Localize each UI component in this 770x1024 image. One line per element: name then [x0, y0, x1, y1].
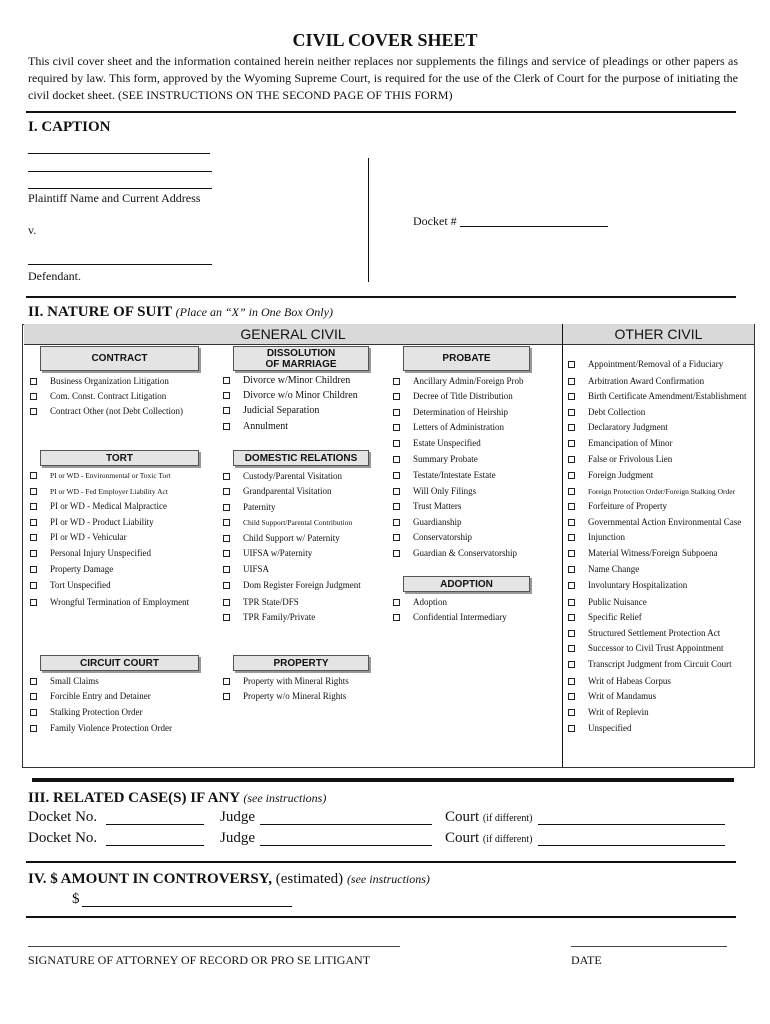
other-option-21[interactable]: Writ of Habeas Corpus [568, 676, 671, 686]
tort-option-6[interactable]: Personal Injury Unspecified [30, 548, 151, 558]
related-judge-label-2: Judge [220, 830, 255, 846]
docket-label: Docket # [413, 214, 457, 228]
checkbox-icon[interactable] [393, 534, 400, 541]
checkbox-icon[interactable] [393, 472, 400, 479]
caption-divider [368, 158, 369, 282]
checkbox-icon[interactable] [393, 440, 400, 447]
checkbox-icon[interactable] [568, 456, 575, 463]
checkbox-icon[interactable] [223, 535, 230, 542]
related-docket-label-2: Docket No. [28, 830, 98, 846]
tort-option-5[interactable]: PI or WD - Vehicular [30, 532, 127, 542]
checkbox-icon[interactable] [223, 377, 230, 384]
related-heading: III. RELATED CASE(S) IF ANY (see instructions) [28, 790, 327, 806]
other-option-6[interactable]: Emancipation of Minor [568, 438, 672, 448]
divider [32, 778, 734, 782]
checkbox-icon[interactable] [568, 378, 575, 385]
other-civil-header: OTHER CIVIL [563, 324, 754, 345]
checkbox-icon[interactable] [30, 693, 37, 700]
checkbox-icon[interactable] [223, 693, 230, 700]
checkbox-icon[interactable] [568, 393, 575, 400]
other-option-12[interactable]: Injunction [568, 532, 625, 542]
domestic-option-6[interactable]: UIFSA w/Paternity [223, 548, 312, 558]
probate-option-8[interactable]: Will Only Filings [393, 486, 476, 496]
adoption-header: ADOPTION [403, 576, 530, 592]
circuit-court-header: CIRCUIT COURT [40, 655, 199, 671]
checkbox-icon[interactable] [568, 725, 575, 732]
tort-option-1[interactable]: PI or WD - Environmental or Toxic Tort [30, 471, 171, 480]
related-docket-field-1[interactable] [106, 824, 204, 825]
other-option-19[interactable]: Successor to Civil Trust Appointment [568, 643, 724, 653]
dissolution-option-2[interactable]: Divorce w/o Minor Children [223, 390, 358, 401]
other-option-8[interactable]: Foreign Judgment [568, 470, 653, 480]
plaintiff-label: Plaintiff Name and Current Address [28, 191, 201, 205]
adoption-option-1[interactable]: Adoption [393, 597, 447, 607]
checkbox-icon[interactable] [568, 519, 575, 526]
versus-label: v. [28, 223, 37, 237]
other-option-1[interactable]: Appointment/Removal of a Fiduciary [568, 359, 723, 369]
checkbox-icon[interactable] [393, 614, 400, 621]
other-option-18[interactable]: Structured Settlement Protection Act [568, 628, 720, 638]
checkbox-icon[interactable] [223, 504, 230, 511]
checkbox-icon[interactable] [568, 440, 575, 447]
probate-option-11[interactable]: Conservatorship [393, 532, 472, 542]
divider [26, 111, 736, 113]
checkbox-icon[interactable] [30, 503, 37, 510]
docket-number-field[interactable] [460, 226, 608, 227]
checkbox-icon[interactable] [393, 519, 400, 526]
checkbox-icon[interactable] [568, 488, 575, 495]
divider [26, 296, 736, 298]
other-option-7[interactable]: False or Frivolous Lien [568, 454, 672, 464]
checkbox-icon[interactable] [30, 709, 37, 716]
checkbox-icon[interactable] [30, 408, 37, 415]
tort-option-9[interactable]: Wrongful Termination of Employment [30, 597, 189, 607]
checkbox-icon[interactable] [223, 614, 230, 621]
other-option-9[interactable]: Foreign Protection Order/Foreign Stalking Order [568, 487, 735, 496]
other-option-3[interactable]: Birth Certificate Amendment/Establishment [568, 391, 746, 401]
contract-option-1[interactable]: Business Organization Litigation [30, 376, 169, 386]
domestic-option-1[interactable]: Custody/Parental Visitation [223, 471, 342, 481]
general-civil-header: GENERAL CIVIL [24, 324, 562, 345]
checkbox-icon[interactable] [393, 503, 400, 510]
checkbox-icon[interactable] [393, 424, 400, 431]
checkbox-icon[interactable] [30, 599, 37, 606]
other-option-17[interactable]: Specific Relief [568, 612, 642, 622]
other-option-15[interactable]: Involuntary Hospitalization [568, 580, 687, 590]
checkbox-icon[interactable] [568, 472, 575, 479]
related-judge-label-1: Judge [220, 809, 255, 825]
tort-option-3[interactable]: PI or WD - Medical Malpractice [30, 501, 167, 511]
domestic-option-5[interactable]: Child Support w/ Paternity [223, 533, 340, 543]
property-header: PROPERTY [233, 655, 369, 671]
other-option-5[interactable]: Declaratory Judgment [568, 422, 668, 432]
checkbox-icon[interactable] [393, 378, 400, 385]
circuit-option-1[interactable]: Small Claims [30, 676, 99, 686]
date-field[interactable] [571, 946, 727, 947]
related-court-label-1: Court (if different) [445, 809, 533, 825]
date-label: DATE [571, 953, 602, 967]
domestic-option-4[interactable]: Child Support/Parental Contribution [223, 518, 352, 527]
checkbox-icon[interactable] [223, 519, 230, 526]
property-option-1[interactable]: Property with Mineral Rights [223, 676, 349, 686]
dollar-sign: $ [72, 891, 80, 907]
amount-heading: IV. $ AMOUNT IN CONTROVERSY, (estimated) (see instructions) [28, 871, 430, 887]
plaintiff-line-1[interactable] [28, 153, 210, 154]
probate-option-3[interactable]: Determination of Heirship [393, 407, 508, 417]
form-title: CIVIL COVER SHEET [292, 30, 478, 50]
property-option-2[interactable]: Property w/o Mineral Rights [223, 691, 346, 701]
tort-option-2[interactable]: PI or WD - Fed Employer Liability Act [30, 487, 168, 496]
other-option-10[interactable]: Forfeiture of Property [568, 501, 667, 511]
other-option-16[interactable]: Public Nuisance [568, 597, 647, 607]
probate-option-7[interactable]: Testate/Intestate Estate [393, 470, 496, 480]
related-court-label-2: Court (if different) [445, 830, 533, 846]
checkbox-icon[interactable] [393, 409, 400, 416]
related-note: (see instructions) [243, 791, 327, 805]
checkbox-icon[interactable] [223, 473, 230, 480]
checkbox-icon[interactable] [568, 534, 575, 541]
checkbox-icon[interactable] [393, 393, 400, 400]
checkbox-icon[interactable] [393, 550, 400, 557]
column-divider [562, 324, 563, 767]
checkbox-icon[interactable] [568, 550, 575, 557]
caption-heading: I. CAPTION [28, 119, 111, 135]
checkbox-icon[interactable] [393, 456, 400, 463]
checkbox-icon[interactable] [30, 378, 37, 385]
checkbox-icon[interactable] [223, 423, 230, 430]
divider [26, 861, 736, 863]
dissolution-option-1[interactable]: Divorce w/Minor Children [223, 375, 350, 386]
checkbox-icon[interactable] [568, 361, 575, 368]
checkbox-icon[interactable] [568, 599, 575, 606]
contract-option-2[interactable]: Com. Const. Contract Litigation [30, 391, 166, 401]
checkbox-icon[interactable] [30, 393, 37, 400]
defendant-line[interactable] [28, 264, 212, 265]
other-option-23[interactable]: Writ of Replevin [568, 707, 649, 717]
probate-option-1[interactable]: Ancillary Admin/Foreign Prob [393, 376, 524, 386]
checkbox-icon[interactable] [30, 678, 37, 685]
plaintiff-line-2[interactable] [28, 171, 212, 172]
contract-header: CONTRACT [40, 346, 199, 371]
checkbox-icon[interactable] [30, 566, 37, 573]
other-option-24[interactable]: Unspecified [568, 723, 631, 733]
other-option-22[interactable]: Writ of Mandamus [568, 691, 656, 701]
related-docket-label-1: Docket No. [28, 809, 98, 825]
checkbox-icon[interactable] [568, 709, 575, 716]
checkbox-icon[interactable] [30, 472, 37, 479]
checkbox-icon[interactable] [223, 566, 230, 573]
checkbox-icon[interactable] [568, 693, 575, 700]
signature-label: SIGNATURE OF ATTORNEY OF RECORD OR PRO SE LITIGANT [28, 953, 371, 967]
checkbox-icon[interactable] [393, 488, 400, 495]
checkbox-icon[interactable] [223, 599, 230, 606]
signature-field[interactable] [28, 946, 400, 947]
checkbox-icon[interactable] [568, 582, 575, 589]
other-option-13[interactable]: Material Witness/Foreign Subpoena [568, 548, 717, 558]
checkbox-icon[interactable] [30, 725, 37, 732]
checkbox-icon[interactable] [30, 582, 37, 589]
probate-option-12[interactable]: Guardian & Conservatorship [393, 548, 517, 558]
domestic-option-3[interactable]: Paternity [223, 502, 276, 512]
related-court-field-2[interactable] [538, 845, 725, 846]
circuit-option-3[interactable]: Stalking Protection Order [30, 707, 142, 717]
checkbox-icon[interactable] [568, 424, 575, 431]
divider [26, 916, 736, 918]
contract-option-3[interactable]: Contract Other (not Debt Collection) [30, 406, 183, 416]
dissolution-option-4[interactable]: Annulment [223, 421, 288, 432]
checkbox-icon[interactable] [568, 661, 575, 668]
adoption-option-2[interactable]: Confidential Intermediary [393, 612, 507, 622]
checkbox-icon[interactable] [223, 407, 230, 414]
domestic-relations-header: DOMESTIC RELATIONS [233, 450, 369, 466]
other-option-20[interactable]: Transcript Judgment from Circuit Court [568, 659, 732, 669]
amount-field[interactable] [82, 906, 292, 907]
other-option-2[interactable]: Arbitration Award Confirmation [568, 376, 704, 386]
probate-option-5[interactable]: Estate Unspecified [393, 438, 481, 448]
related-judge-field-2[interactable] [260, 845, 432, 846]
dissolution-option-3[interactable]: Judicial Separation [223, 405, 319, 416]
checkbox-icon[interactable] [393, 599, 400, 606]
tort-option-7[interactable]: Property Damage [30, 564, 113, 574]
checkbox-icon[interactable] [30, 519, 37, 526]
related-court-field-1[interactable] [538, 824, 725, 825]
plaintiff-line-3[interactable] [28, 188, 212, 189]
probate-option-6[interactable]: Summary Probate [393, 454, 478, 464]
related-docket-field-2[interactable] [106, 845, 204, 846]
domestic-option-7[interactable]: UIFSA [223, 564, 269, 574]
domestic-option-8[interactable]: Dom Register Foreign Judgment [223, 580, 361, 590]
probate-option-4[interactable]: Letters of Administration [393, 422, 504, 432]
checkbox-icon[interactable] [568, 645, 575, 652]
checkbox-icon[interactable] [223, 582, 230, 589]
checkbox-icon[interactable] [568, 678, 575, 685]
checkbox-icon[interactable] [223, 392, 230, 399]
checkbox-icon[interactable] [30, 534, 37, 541]
probate-option-10[interactable]: Guardianship [393, 517, 462, 527]
checkbox-icon[interactable] [568, 614, 575, 621]
checkbox-icon[interactable] [568, 409, 575, 416]
nature-heading: II. NATURE OF SUIT (Place an “X” in One Box Only) [28, 304, 333, 320]
tort-option-4[interactable]: PI or WD - Product Liability [30, 517, 154, 527]
dissolution-header: DISSOLUTION OF MARRIAGE [233, 346, 369, 371]
checkbox-icon[interactable] [30, 550, 37, 557]
amount-note: (see instructions) [346, 872, 430, 886]
intro-paragraph: This civil cover sheet and the information contained herein neither replaces nor supplements the filings and service of pleadings or other papers as required by law. This form, approved by the Wyoming Supreme Court, is required for the use of the Clerk of Court for the purpose of initiating the civil docket sheet. (SEE INSTRUCTIONS ON THE SECOND PAGE OF THIS FORM) [28, 54, 738, 102]
other-option-4[interactable]: Debt Collection [568, 407, 645, 417]
tort-header: TORT [40, 450, 199, 466]
circuit-option-4[interactable]: Family Violence Protection Order [30, 723, 172, 733]
domestic-option-2[interactable]: Grandparental Visitation [223, 486, 332, 496]
probate-header: PROBATE [403, 346, 530, 371]
checkbox-icon[interactable] [223, 678, 230, 685]
nature-note: (Place an “X” in One Box Only) [175, 305, 333, 319]
other-option-11[interactable]: Governmental Action Environmental Case [568, 517, 741, 527]
probate-option-2[interactable]: Decree of Title Distribution [393, 391, 513, 401]
defendant-label: Defendant. [28, 269, 81, 283]
checkbox-icon[interactable] [568, 566, 575, 573]
domestic-option-9[interactable]: TPR State/DFS [223, 597, 299, 607]
domestic-option-10[interactable]: TPR Family/Private [223, 612, 315, 622]
checkbox-icon[interactable] [30, 488, 37, 495]
checkbox-icon[interactable] [223, 550, 230, 557]
checkbox-icon[interactable] [568, 503, 575, 510]
checkbox-icon[interactable] [223, 488, 230, 495]
related-judge-field-1[interactable] [260, 824, 432, 825]
tort-option-8[interactable]: Tort Unspecified [30, 580, 111, 590]
probate-option-9[interactable]: Trust Matters [393, 501, 461, 511]
circuit-option-2[interactable]: Forcible Entry and Detainer [30, 691, 151, 701]
other-option-14[interactable]: Name Change [568, 564, 639, 574]
checkbox-icon[interactable] [568, 630, 575, 637]
